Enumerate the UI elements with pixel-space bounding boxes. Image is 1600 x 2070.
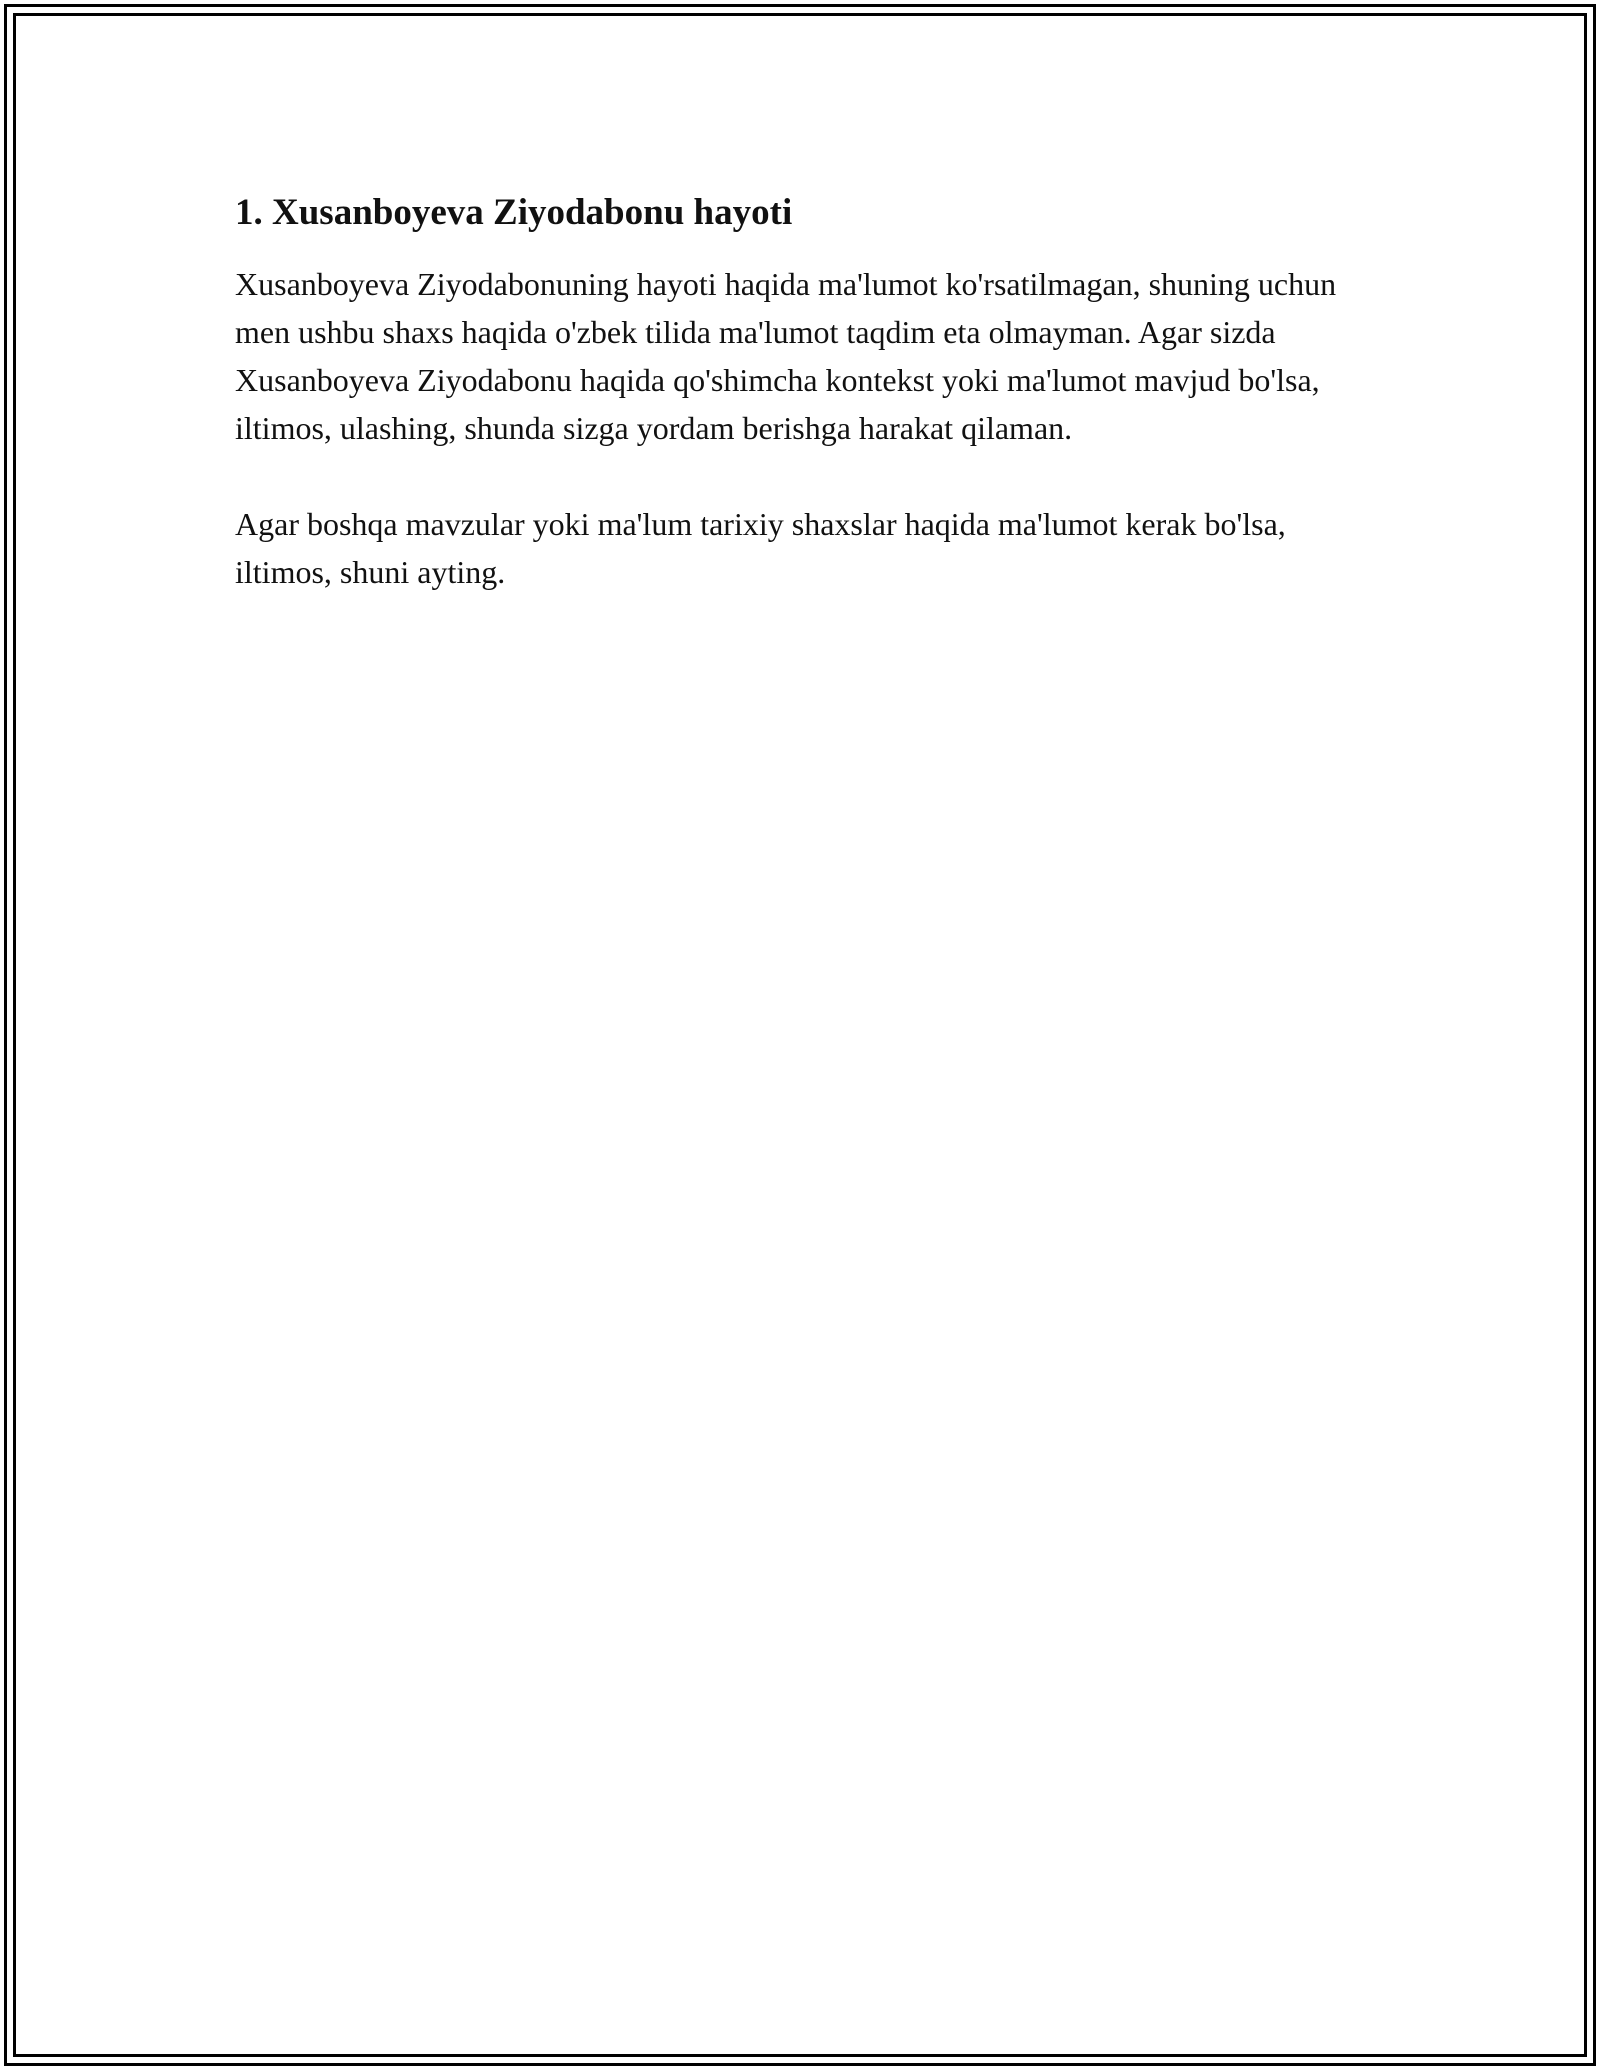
section-heading: 1. Xusanboyeva Ziyodabonu hayoti: [235, 192, 793, 233]
paragraph-1: Xusanboyeva Ziyodabonuning hayoti haqida ma'lumot ko'rsatilmagan, shuning uchun men ushbu shaxs haqida o'zbek tilida ma'lumot taqdim eta olmayman. Agar sizda Xusanboyeva Ziyodabonu haqida qo'shimcha kontekst yoki ma'lumot mavjud bo'lsa, iltimos, ulashing, shunda sizga yordam berishga harakat qilaman.: [235, 266, 1337, 446]
paragraph-2: Agar boshqa mavzular yoki ma'lum tarixiy shaxslar haqida ma'lumot kerak bo'lsa, iltimos, shuni ayting.: [235, 506, 1286, 590]
document-body: [235, 186, 1385, 644]
